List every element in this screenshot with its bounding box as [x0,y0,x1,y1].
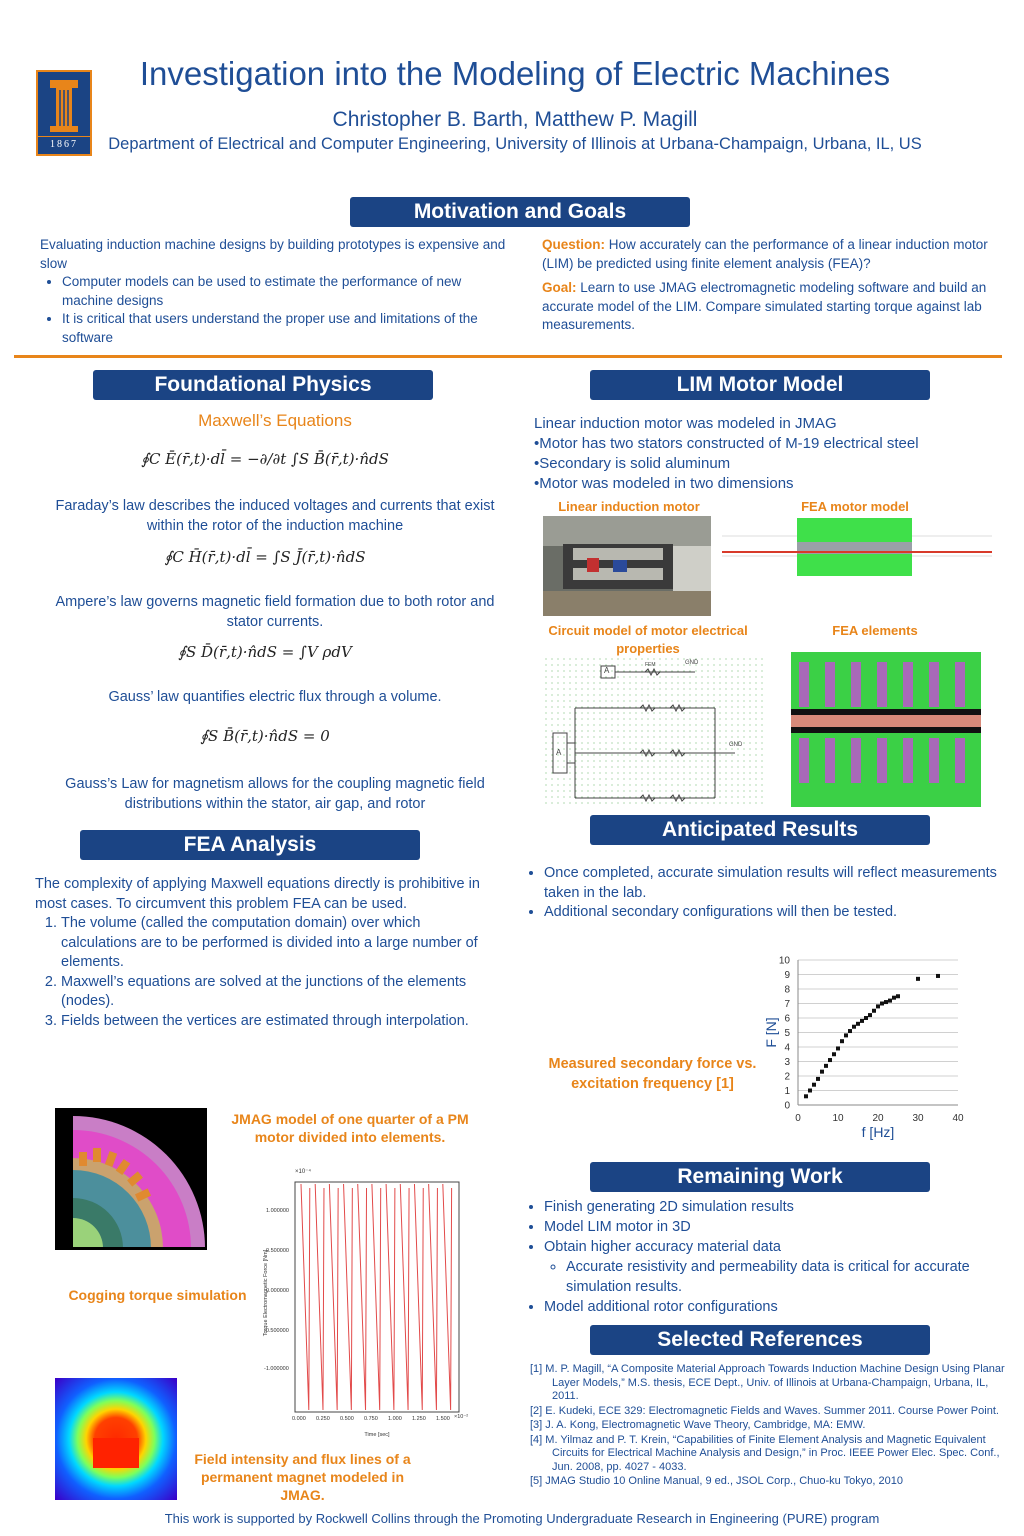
cogging-xtick: 0.000 [292,1416,306,1422]
data-point [876,1004,880,1008]
logo-year: 1867 [38,136,90,150]
data-point [820,1070,824,1074]
goal-text: Learn to use JMAG electromagnetic modeling software and build an accurate model of the LIM. Compare simulated starting torque against lab measurements. [542,280,987,332]
gauss-description: Gauss’ law quantifies electric flux through a volume. [108,689,442,705]
data-point [872,1009,876,1013]
circuit-fem-label: FEM [645,662,656,668]
cogging-xlabel: Time [sec] [364,1432,390,1438]
y-axis-title: F [N] [763,1017,779,1048]
fea-motor-model [722,516,992,578]
gauss-magnetism-equation: ∮S B̄(r̄,t)·n̂dS = 0 [200,727,330,745]
faraday-equation: ∮C Ē(r̄,t)·dl̄ = −∂/∂t ∫S B̄(r̄,t)·n̂dS [141,450,389,468]
y-tick-label: 4 [784,1042,790,1054]
data-point [856,1022,860,1026]
y-tick-label: 3 [784,1057,790,1068]
motivation-heading: Motivation and Goals [350,197,690,227]
faraday-description: Faraday’s law describes the induced voltages and currents that exist within the rotor of the induction machine [55,498,495,534]
fea-steps [35,914,500,1031]
y-tick-label: 7 [784,999,790,1010]
x-tick-label: 40 [952,1113,964,1124]
question-text: How accurately can the performance of a linear induction motor (LIM) be predicted using finite element analysis (FEA)? [542,237,988,271]
cogging-ytick: -0.500000 [264,1328,289,1334]
quarter-motor-caption: JMAG model of one quarter of a PM motor divided into elements. [231,1111,469,1145]
cogging-x-exponent: ×10⁻² [454,1414,469,1420]
lim-heading: LIM Motor Model [590,370,930,400]
cogging-xtick: 0.500 [340,1416,354,1422]
fea-model-caption: FEA motor model [801,499,909,514]
poster-authors: Christopher B. Barth, Matthew P. Magill [332,108,698,131]
data-point [896,994,900,998]
question-block [542,236,1002,273]
data-point [844,1033,848,1037]
fea-intro: The complexity of applying Maxwell equations directly is prohibitive in most cases. To circumvent this problem FEA can be used. [35,876,480,912]
circuit-caption: Circuit model of motor electrical properties [548,623,748,656]
cogging-ylabel: Torque Electromagnetic Force [Nm] [263,1249,269,1337]
fea-step: 3. Fields between the vertices are estimated through interpolation. [61,1012,500,1032]
data-point [836,1046,840,1050]
circuit-gnd-label: GND [685,660,699,666]
circuit-source-label: A [556,748,562,757]
motivation-left [40,236,510,347]
university-logo [36,70,92,156]
gauss-magnetism-description: Gauss’s Law for magnetism allows for the coupling magnetic field distributions within the stator, air gap, and rotor [65,776,485,812]
section-divider [14,355,1002,358]
y-tick-label: 1 [784,1086,790,1097]
ampere-equation: ∮C H̄(r̄,t)·dl̄ = ∫S J̄(r̄,t)·n̂dS [164,548,366,566]
y-tick-label: 8 [784,984,790,996]
lim-text [534,414,1004,494]
reference-item: [3] J. A. Kong, Electromagnetic Wave Theory, Cambridge, MA: EMW. [530,1419,866,1431]
fea-elements-image [791,652,981,807]
reference-item: [5] JMAG Studio 10 Online Manual, 9 ed., JSOL Corp., Chuo-ku Tokyo, 2010 [530,1475,903,1487]
remaining-bullet: • Finish generating 2D simulation results [544,1197,1000,1217]
cogging-xtick: 1.000 [388,1416,402,1422]
data-point [828,1058,832,1062]
cogging-xtick: 0.250 [316,1416,330,1422]
quarter-motor-image [55,1108,207,1250]
column-icon [38,78,90,136]
cogging-caption: Cogging torque simulation [68,1287,247,1303]
data-point [880,1002,884,1006]
force-chart-svg [760,950,970,1150]
data-point [848,1029,852,1033]
goal-label: Goal: [542,280,577,295]
data-point [824,1064,828,1068]
motivation-intro: Evaluating induction machine designs by building prototypes is expensive and slow [40,237,506,271]
cogging-xtick: 1.250 [412,1416,426,1422]
y-tick-label: 0 [784,1100,790,1112]
circuit-gnd-label: GND [729,742,743,748]
data-point [916,977,920,981]
y-tick-label: 9 [784,970,790,981]
cogging-ytick: -1.000000 [264,1366,289,1372]
lim-intro: Linear induction motor was modeled in JMAG [534,415,837,432]
fea-step: 1. The volume (called the computation domain) over which calculations are to be performed is divided into a large number of elements. [61,914,500,973]
cogging-ytick: 1.000000 [266,1208,289,1214]
remaining-bullet: • Obtain higher accuracy material data [544,1237,1000,1257]
cogging-exponent: ×10⁻⁴ [295,1169,311,1175]
data-point [884,1000,888,1004]
references-list [530,1363,1005,1490]
reference-item: [1] M. P. Magill, “A Composite Material Approach Towards Induction Machine Design Using Planar Layer Models,” M.S. thesis, ECE Dept., Univ. of Illinois at Urbana-Champaign, Urbana, IL, 2011. [530,1363,1005,1402]
field-intensity-caption: Field intensity and flux lines of a permanent magnet modeled in JMAG. [194,1451,411,1503]
x-axis-title: f [Hz] [861,1124,895,1140]
data-point [864,1016,868,1020]
cogging-xtick: 0.750 [364,1416,378,1422]
circuit-source-label: A [604,666,610,675]
y-tick-label: 2 [784,1071,790,1083]
motivation-bullet: • Computer models can be used to estimate the performance of new machine designs [62,273,510,310]
remaining-sub-bullet: ◦ Accurate resistivity and permeability data is critical for accurate simulation results. [566,1257,1000,1297]
x-tick-label: 10 [832,1113,844,1124]
data-point [852,1025,856,1029]
lim-photo [543,516,711,616]
motivation-bullet: • It is critical that users understand the proper use and limitations of the software [62,310,510,347]
goal-block [542,279,1002,335]
remaining-bullet: • Model LIM motor in 3D [544,1217,1000,1237]
remaining-text [530,1197,1000,1317]
force-chart [760,950,970,1150]
poster-department: Department of Electrical and Computer Engineering, University of Illinois at Urbana-Champaign, Urbana, IL, US [108,135,922,153]
anticipated-bullet: • Once completed, accurate simulation results will reflect measurements taken in the lab. [544,864,1000,903]
field-intensity-image [55,1378,177,1500]
motivation-right [542,236,1002,335]
data-point [812,1083,816,1087]
x-tick-label: 0 [795,1113,801,1124]
anticipated-text [530,864,1000,923]
cogging-torque-chart [258,1160,473,1446]
reference-item: [2] E. Kudeki, ECE 329: Electromagnetic Fields and Waves. Summer 2011. Course Power Point. [530,1404,999,1417]
reference-item: [4] M. Yilmaz and P. T. Krein, “Capabilities of Finite Element Analysis and Magnetic Equivalent Circuits for Electrical Machine Analysis and Design,” in Proc. IEEE Power Elec. Spec. Conf., Jun. 2008, pp. 4027 - 4033. [530,1433,1000,1473]
cogging-ytick: 0.500000 [266,1248,289,1254]
x-tick-label: 20 [872,1113,884,1124]
x-tick-label: 30 [912,1113,924,1124]
footer-text: This work is supported by Rockwell Collins through the Promoting Undergraduate Research in Engineering (PURE) program [164,1511,880,1526]
data-point [868,1013,872,1017]
y-tick-label: 5 [784,1028,790,1039]
cogging-xtick: 1.500 [436,1416,450,1422]
references-heading: Selected References [590,1325,930,1355]
y-tick-label: 10 [778,955,790,967]
motivation-bullets [40,273,510,347]
lim-bullet: •Motor was modeled in two dimensions [534,475,794,492]
fea-elements-caption: FEA elements [832,623,918,638]
data-point [804,1094,808,1098]
lim-bullet: •Secondary is solid aluminum [534,455,731,472]
data-point [840,1039,844,1043]
physics-heading: Foundational Physics [93,370,433,400]
circuit-diagram [545,658,765,808]
poster-title: Investigation into the Modeling of Electric Machines [139,55,891,92]
data-point [892,996,896,1000]
fea-text [35,875,500,1031]
physics-subheading: Maxwell’s Equations [198,411,352,430]
gauss-equation: ∮S D̄(r̄,t)·n̂dS = ∫V ρdV [178,643,352,661]
lim-photo-caption: Linear induction motor [558,499,700,514]
y-tick-label: 6 [784,1013,790,1025]
data-point [936,974,940,978]
data-point [860,1019,864,1023]
question-label: Question: [542,237,605,252]
data-point [816,1077,820,1081]
anticipated-bullet: • Additional secondary configurations will then be tested. [544,903,1000,923]
data-point [832,1052,836,1056]
data-point [888,999,892,1003]
lim-bullet: •Motor has two stators constructed of M-19 electrical steel [534,435,919,452]
fea-step: 2. Maxwell’s equations are solved at the junctions of the elements (nodes). [61,973,500,1012]
force-chart-caption: Measured secondary force vs. excitation frequency [1] [548,1056,757,1092]
data-point [808,1089,812,1093]
ampere-description: Ampere’s law governs magnetic field formation due to both rotor and stator currents. [55,594,495,630]
anticipated-heading: Anticipated Results [590,815,930,845]
cogging-ytick: 0.000000 [266,1288,289,1294]
remaining-bullet: • Model additional rotor configurations [544,1297,1000,1317]
fea-heading: FEA Analysis [80,830,420,860]
remaining-heading: Remaining Work [590,1162,930,1192]
